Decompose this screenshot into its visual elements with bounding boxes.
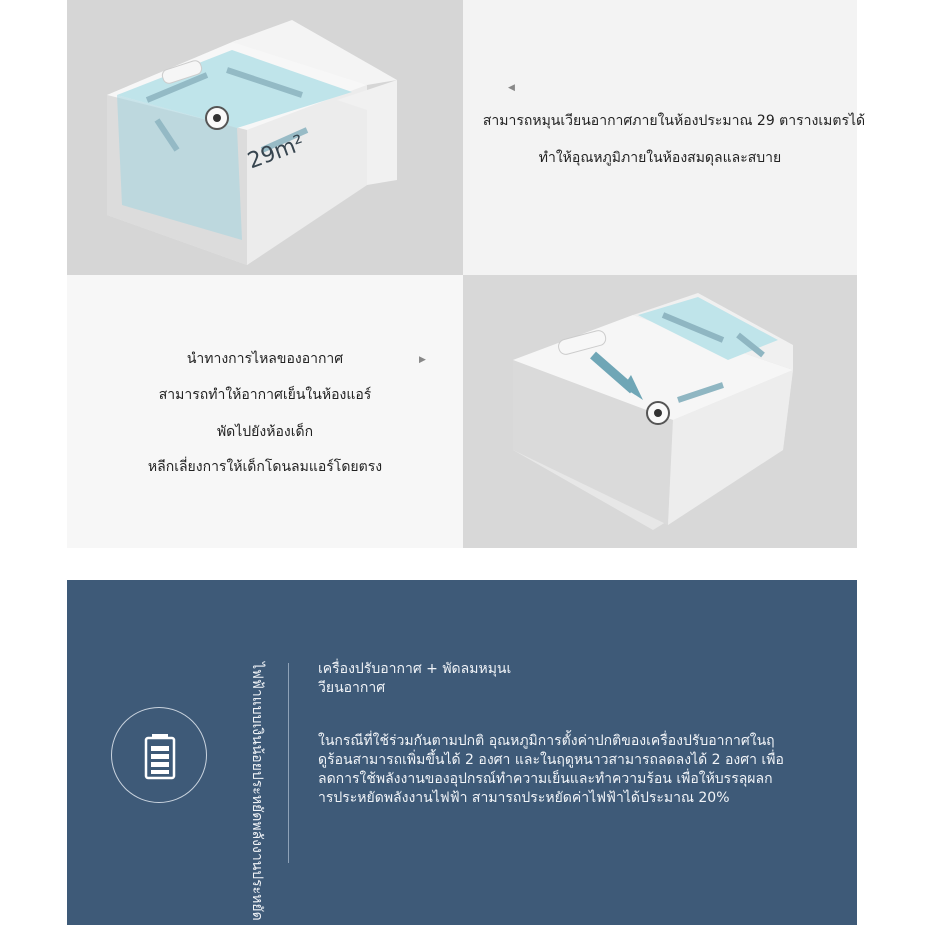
room-illustration-panel: [67, 0, 463, 275]
room-area-label: 29m²: [244, 130, 308, 175]
feature-body-2: ดูร้อนสามารถเพิ่มขึ้นได้ 2 องศา และในฤดูหนาวสามารถลดลงได้ 2 องศา เพื่อ: [318, 752, 784, 768]
airflow-illustration-panel: [463, 275, 857, 548]
feature-body-3: ลดการใช้พลังงานของอุปกรณ์ทำความเย็นและทำความร้อน เพื่อให้บรรลุผลก: [318, 771, 773, 787]
battery-badge: [111, 707, 207, 803]
caption-line-1: สามารถหมุนเวียนอากาศภายในห้องประมาณ 29 ตารางเมตรได้: [482, 113, 866, 129]
arrow-left-icon: ◀: [508, 83, 515, 93]
divider: [288, 663, 289, 863]
airflow-line-3: พัดไปยังห้องเด็ก: [216, 424, 314, 440]
airflow-line-4: หลีกเลี่ยงการให้เด็กโดนลมแอร์โดยตรง: [147, 459, 383, 475]
battery-icon: [112, 708, 208, 804]
feature-heading-2: วียนอากาศ: [318, 680, 386, 696]
caption-line-2: ทำให้อุณหภูมิภายในห้องสมดุลและสบาย: [538, 150, 782, 166]
airflow-line-2: สามารถทำให้อากาศเย็นในห้องแอร์: [158, 387, 372, 403]
room-illustration: [67, 0, 463, 275]
airflow-line-1: นำทางการไหลของอากาศ: [186, 351, 344, 367]
arrow-right-icon: ▶: [419, 355, 426, 365]
feature-heading-1: เครื่องปรับอากาศ + พัดลมหมุนเ: [318, 661, 512, 677]
room-caption-panel: [463, 0, 866, 275]
feature-body-1: ในกรณีที่ใช้ร่วมกันตามปกติ อุณหภูมิการตั้งค่าปกติของเครื่องปรับอากาศในฤ: [318, 733, 775, 749]
feature-body-4: ารประหยัดพลังงานไฟฟ้า สามารถประหยัดค่าไฟฟ้าได้ประมาณ 20%: [318, 790, 730, 806]
vertical-title: ไฟฟ้าแบบเงินน้อยประหยัดพลังงานประหยัด: [249, 662, 265, 921]
airflow-caption-panel: [67, 275, 463, 548]
airflow-illustration: [463, 275, 857, 548]
